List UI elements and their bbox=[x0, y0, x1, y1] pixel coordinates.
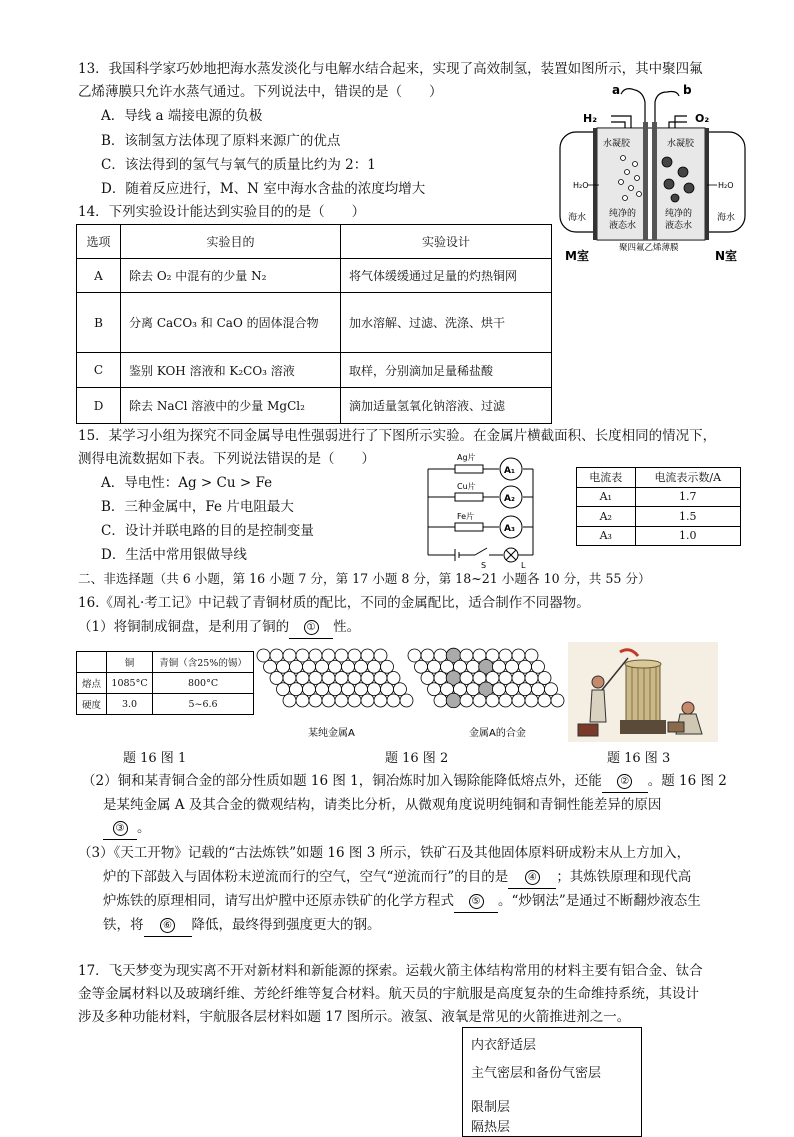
q16-part2-line3-suffix: 。 bbox=[137, 820, 151, 836]
q16-part2-text: （2）铜和某青铜合金的部分性质如题 16 图 1，铜冶炼时加入锡除能降低熔点外，还能 bbox=[82, 773, 602, 789]
atom-circle bbox=[512, 671, 525, 684]
atom-circle bbox=[486, 694, 499, 707]
atom-circle bbox=[493, 683, 506, 696]
atom-circle bbox=[309, 671, 322, 684]
atom-circle bbox=[525, 694, 538, 707]
atom-circle bbox=[525, 649, 538, 662]
q16-part2-line3 bbox=[103, 817, 151, 840]
table-row bbox=[77, 694, 254, 715]
q16-fig1-table bbox=[76, 651, 254, 715]
atom-circle bbox=[303, 660, 316, 673]
q15-current-table bbox=[576, 467, 741, 546]
q16-pure-metal-lattice bbox=[256, 648, 406, 740]
atom-circle bbox=[545, 683, 558, 696]
q14-stem: 14．下列实验设计能达到实验目的的是（ ） bbox=[78, 204, 366, 220]
atom-circle bbox=[421, 671, 434, 684]
q13-label-a: a bbox=[612, 83, 621, 97]
q13-label-pure-right-2: 液态水 bbox=[665, 221, 693, 231]
atom-circle bbox=[348, 694, 361, 707]
q13-label-pure-left-1: 纯净的 bbox=[609, 209, 637, 219]
q14-row-b-design: 加水溶解、过滤、洗涤、烘干 bbox=[341, 293, 552, 353]
atom-circle bbox=[290, 660, 303, 673]
blank-number-5: ⑤ bbox=[469, 894, 484, 909]
answer-blank-1[interactable] bbox=[289, 616, 333, 639]
q16-part3-line4-text: 铁，将 bbox=[103, 917, 144, 933]
q16-part3-line2 bbox=[103, 866, 691, 889]
atom-circle bbox=[525, 671, 538, 684]
atom-circle bbox=[316, 660, 329, 673]
q13-stem-line1: 13．我国科学家巧妙地把海水蒸发淡化与电解水结合起来，实现了高效制氢，装置如图所示，其中聚四氟 bbox=[78, 61, 703, 77]
table-row bbox=[77, 353, 552, 388]
q16-fig2-right-label: 金属A的合金 bbox=[469, 728, 526, 739]
q13-label-membrane: 聚四氟乙烯薄膜 bbox=[619, 243, 679, 253]
q16-fig1-hardness-label: 硬度 bbox=[77, 694, 107, 715]
atom-circle bbox=[381, 683, 394, 696]
q17-layer-4: 隔热层 bbox=[471, 1120, 511, 1135]
q16-ancient-furnace-illustration bbox=[568, 642, 718, 742]
atom-circle bbox=[277, 660, 290, 673]
q15-option-d: D．生活中常用银做导线 bbox=[101, 547, 247, 563]
blank-number-2: ② bbox=[617, 774, 632, 789]
atom-circle bbox=[335, 694, 348, 707]
q17-spacesuit-layers-figure bbox=[462, 1027, 642, 1137]
q13-option-d: D．随着反应进行，M、N 室中海水含盐的浓度均增大 bbox=[101, 181, 426, 197]
q13-stem-line2: 乙烯薄膜只允许水蒸气通过。下列说法中，错误的是（ ） bbox=[78, 84, 443, 100]
q15-label-l: L bbox=[521, 561, 526, 570]
atom-circle bbox=[322, 694, 335, 707]
atom-circle bbox=[355, 683, 368, 696]
atom-circle bbox=[551, 694, 564, 707]
atom-circle bbox=[361, 694, 374, 707]
q14-row-d-goal: 除去 NaCl 溶液中的少量 MgCl₂ bbox=[121, 388, 341, 424]
atom-circle bbox=[387, 671, 400, 684]
atom-circle bbox=[296, 671, 309, 684]
q13-electrolysis-figure bbox=[555, 82, 750, 267]
answer-blank-2[interactable] bbox=[602, 770, 648, 793]
q16-part3-line4 bbox=[103, 914, 381, 937]
atom-circle bbox=[283, 649, 296, 662]
q13-label-gel-left: 水凝胶 bbox=[603, 139, 631, 149]
atom-circle bbox=[512, 649, 525, 662]
q16-part3-line3-suffix: 。“炒钢法”是通过不断翻炒液态生 bbox=[498, 893, 701, 909]
q16-fig1-header-bronze: 青铜（含25%的锡） bbox=[153, 652, 254, 673]
q14-row-b-option: B bbox=[77, 293, 121, 353]
atom-circle bbox=[460, 649, 473, 662]
q14-table bbox=[76, 224, 552, 424]
atom-circle bbox=[434, 671, 447, 684]
atom-circle bbox=[348, 649, 361, 662]
q14-row-a-goal: 除去 O₂ 中混有的少量 N₂ bbox=[121, 259, 341, 293]
q13-label-pure-right-1: 纯净的 bbox=[665, 209, 693, 219]
atom-circle bbox=[408, 649, 421, 662]
q13-option-a: A．导线 a 端接电源的负极 bbox=[101, 108, 263, 124]
q16-fig1-melting-bronze: 800°C bbox=[153, 673, 254, 694]
q16-fig1-header-blank bbox=[77, 652, 107, 673]
atom-circle bbox=[355, 660, 368, 673]
q17-line2: 金等金属材料以及玻璃纤维、芳纶纤维等复合材料。航天员的宇航服是高度复杂的生命维持系统，其设计 bbox=[78, 986, 699, 1002]
atom-circle bbox=[538, 694, 551, 707]
atom-circle bbox=[467, 683, 480, 696]
blank-number-4: ④ bbox=[525, 870, 540, 885]
atom-circle bbox=[460, 694, 473, 707]
atom-circle bbox=[467, 660, 480, 673]
q13-label-b: b bbox=[683, 83, 692, 97]
q15-label-fe: Fe片 bbox=[457, 512, 475, 521]
q16-fig1-hardness-copper: 3.0 bbox=[107, 694, 153, 715]
atom-circle bbox=[270, 649, 283, 662]
q13-label-o2: O₂ bbox=[695, 112, 710, 125]
q16-stem: 16.《周礼·考工记》中记载了青铜材质的配比，不同的金属配比，适合制作不同器物。 bbox=[78, 595, 590, 611]
atom-circle bbox=[329, 683, 342, 696]
table-row bbox=[77, 388, 552, 424]
q16-part3-line3 bbox=[103, 890, 701, 913]
atom-circle bbox=[387, 694, 400, 707]
atom-circle bbox=[519, 660, 532, 673]
atom-circle bbox=[264, 660, 277, 673]
atom-circle bbox=[342, 660, 355, 673]
atom-circle bbox=[296, 649, 309, 662]
atom-circle bbox=[538, 671, 551, 684]
table-header-row bbox=[77, 652, 254, 673]
q16-part2-suffix: 。题 16 图 2 bbox=[647, 773, 727, 789]
atom-circle bbox=[374, 694, 387, 707]
q13-label-sea-left: 海水 bbox=[568, 213, 587, 223]
table-row bbox=[577, 526, 741, 546]
q15-label-s: S bbox=[481, 561, 487, 570]
atom-circle bbox=[257, 649, 270, 662]
q13-label-sea-right: 海水 bbox=[717, 213, 736, 223]
atom-circle bbox=[499, 694, 512, 707]
answer-blank-3[interactable] bbox=[103, 817, 137, 840]
atom-circle bbox=[428, 683, 441, 696]
q17-line1: 17．飞天梦变为现实离不开对新材料和新能源的探索。运载火箭主体结构常用的材料主要有铝合金、钛合 bbox=[78, 963, 703, 979]
q16-fig1-hardness-bronze: 5~6.6 bbox=[153, 694, 254, 715]
q15-header-ammeter: 电流表 bbox=[577, 468, 636, 488]
atom-circle bbox=[374, 649, 387, 662]
atom-circle bbox=[277, 683, 290, 696]
atom-circle bbox=[421, 649, 434, 662]
table-row bbox=[77, 259, 552, 293]
q16-fig1-melting-label: 熔点 bbox=[77, 673, 107, 694]
atom-circle bbox=[361, 649, 374, 662]
atom-circle bbox=[283, 694, 296, 707]
atom-circle bbox=[303, 683, 316, 696]
atom-circle bbox=[322, 671, 335, 684]
q15-label-ag: Ag片 bbox=[457, 453, 476, 462]
q13-label-pure-left-2: 液态水 bbox=[609, 221, 637, 231]
q16-part3-line4-suffix: 降低，最终得到强度更大的钢。 bbox=[191, 917, 381, 933]
atom-circle bbox=[270, 671, 283, 684]
q16-part2-line2: 是某纯金属 A 及其合金的微观结构，请类比分析，从微观角度说明纯铜和青铜性能差异的原因 bbox=[103, 797, 662, 813]
atom-circle bbox=[368, 683, 381, 696]
q15-label-a2: A₂ bbox=[504, 494, 515, 504]
atom-circle bbox=[532, 683, 545, 696]
q13-label-h2o-left: H₂O bbox=[573, 181, 589, 190]
q16-part3-line1: （3）《天工开物》记载的“古法炼铁”如题 16 图 3 所示，铁矿石及其他固体原料研成粉末从上方加入， bbox=[78, 845, 691, 861]
q14-header-goal: 实验目的 bbox=[121, 225, 341, 259]
atom-circle bbox=[499, 649, 512, 662]
atom-circle bbox=[428, 660, 441, 673]
atom-circle bbox=[290, 683, 303, 696]
q16-part1-text: （1）将铜制成铜盘，是利用了铜的 bbox=[78, 619, 290, 635]
q15-stem-line1: 15．某学习小组为探究不同金属导电性强弱进行了下图所示实验。在金属片横截面积、长度相同的情况下， bbox=[78, 428, 717, 444]
atom-circle bbox=[473, 694, 486, 707]
atom-circle bbox=[394, 683, 407, 696]
answer-blank-6[interactable] bbox=[144, 914, 192, 937]
table-header-row bbox=[77, 225, 552, 259]
atom-circle bbox=[446, 693, 461, 708]
q13-label-n-room: N室 bbox=[715, 249, 738, 263]
blank-number-6: ⑥ bbox=[160, 918, 175, 933]
q15-cell-a1-value: 1.7 bbox=[635, 487, 740, 507]
table-header-row bbox=[577, 468, 741, 488]
q15-label-a1: A₁ bbox=[504, 466, 515, 476]
atom-circle bbox=[506, 660, 519, 673]
q14-header-design: 实验设计 bbox=[341, 225, 552, 259]
atom-circle bbox=[493, 660, 506, 673]
q14-row-a-option: A bbox=[77, 259, 121, 293]
table-row bbox=[577, 507, 741, 527]
q15-stem-line2: 测得电流数据如下表。下列说法错误的是（ ） bbox=[78, 451, 375, 467]
q16-fig1-caption: 题 16 图 1 bbox=[123, 751, 187, 766]
q15-cell-a2-value: 1.5 bbox=[635, 507, 740, 527]
atom-circle bbox=[532, 660, 545, 673]
atom-circle bbox=[283, 671, 296, 684]
q13-option-b: B．该制氢方法体现了原料来源广的优点 bbox=[101, 133, 341, 149]
table-row bbox=[77, 673, 254, 694]
q16-part3-line3-text: 炉炼铁的原理相同，请写出炉膛中还原赤铁矿的化学方程式 bbox=[103, 893, 454, 909]
q13-label-h2o-right: H₂O bbox=[718, 181, 734, 190]
q17-line3: 涉及多种功能材料，宇航服各层材料如题 17 图所示。液氢、液氧是常见的火箭推进剂之一。 bbox=[78, 1009, 631, 1025]
q16-part2-line1 bbox=[82, 770, 727, 793]
q16-alloy-lattice bbox=[407, 648, 562, 740]
q16-fig2-left-label: 某纯金属A bbox=[308, 728, 355, 739]
q16-fig1-header-copper: 铜 bbox=[107, 652, 153, 673]
q16-part1-suffix: 性。 bbox=[333, 619, 361, 635]
q14-row-d-option: D bbox=[77, 388, 121, 424]
answer-blank-5[interactable] bbox=[454, 890, 498, 913]
q17-layer-2: 主气密层和备份气密层 bbox=[471, 1066, 602, 1081]
q15-header-reading: 电流表示数/A bbox=[635, 468, 740, 488]
atom-circle bbox=[368, 660, 381, 673]
q15-cell-a3-value: 1.0 bbox=[635, 526, 740, 546]
q13-label-gel-right: 水凝胶 bbox=[667, 139, 695, 149]
atom-circle bbox=[329, 660, 342, 673]
q15-cell-a3: A₃ bbox=[577, 526, 636, 546]
atom-circle bbox=[309, 694, 322, 707]
table-row bbox=[577, 487, 741, 507]
atom-circle bbox=[335, 671, 348, 684]
atom-circle bbox=[460, 671, 473, 684]
q16-part1 bbox=[78, 616, 360, 639]
atom-circle bbox=[309, 649, 322, 662]
q15-option-c: C．设计并联电路的目的是控制变量 bbox=[101, 523, 314, 539]
atom-circle bbox=[506, 683, 519, 696]
q16-fig1-melting-copper: 1085°C bbox=[107, 673, 153, 694]
atom-circle bbox=[316, 683, 329, 696]
q15-label-a3: A₃ bbox=[504, 524, 515, 534]
section-heading: 二、非选择题（共 6 小题，第 16 小题 7 分，第 17 小题 8 分，第 18~21 小题各 10 分，共 55 分） bbox=[78, 571, 651, 586]
q15-option-a: A．导电性：Ag > Cu > Fe bbox=[101, 475, 273, 491]
atom-circle bbox=[434, 694, 447, 707]
atom-circle bbox=[434, 649, 447, 662]
q16-part3-text: 炉的下部鼓入与固体粉末逆流而行的空气，空气“逆流而行”的目的是 bbox=[103, 869, 509, 885]
q13-label-h2: H₂ bbox=[583, 112, 598, 125]
q15-cell-a1: A₁ bbox=[577, 487, 636, 507]
q15-circuit-diagram bbox=[423, 447, 545, 569]
q14-row-c-goal: 鉴别 KOH 溶液和 K₂CO₃ 溶液 bbox=[121, 353, 341, 388]
q16-fig3-caption: 题 16 图 3 bbox=[607, 751, 671, 766]
q14-row-b-goal: 分离 CaCO₃ 和 CaO 的固体混合物 bbox=[121, 293, 341, 353]
atom-circle bbox=[348, 671, 361, 684]
atom-circle bbox=[322, 649, 335, 662]
q14-row-d-design: 滴加适量氢氧化钠溶液、过滤 bbox=[341, 388, 552, 424]
blank-number-1: ① bbox=[304, 620, 319, 635]
atom-circle bbox=[381, 660, 394, 673]
atom-circle bbox=[512, 694, 525, 707]
q13-label-m-room: M室 bbox=[565, 249, 589, 263]
q14-row-c-option: C bbox=[77, 353, 121, 388]
atom-circle bbox=[374, 671, 387, 684]
q16-fig2-caption: 题 16 图 2 bbox=[385, 751, 449, 766]
atom-circle bbox=[335, 649, 348, 662]
q14-row-a-design: 将气体缓缓通过足量的灼热铜网 bbox=[341, 259, 552, 293]
answer-blank-4[interactable] bbox=[508, 866, 556, 889]
q15-label-cu: Cu片 bbox=[457, 482, 476, 491]
q13-option-c: C．该法得到的氢气与氧气的质量比约为 2：1 bbox=[101, 157, 376, 173]
q17-layer-1: 内衣舒适层 bbox=[471, 1038, 537, 1053]
q14-row-c-design: 取样，分别滴加足量稀盐酸 bbox=[341, 353, 552, 388]
atom-circle bbox=[519, 683, 532, 696]
atom-circle bbox=[499, 671, 512, 684]
table-row bbox=[77, 293, 552, 353]
atom-circle bbox=[342, 683, 355, 696]
q15-option-b: B．三种金属中，Fe 片电阻最大 bbox=[101, 499, 294, 515]
q17-layer-3: 限制层 bbox=[471, 1100, 511, 1115]
q15-cell-a2: A₂ bbox=[577, 507, 636, 527]
q16-part3-line2-suffix: ；其炼铁原理和现代高 bbox=[556, 869, 692, 885]
q14-header-option: 选项 bbox=[77, 225, 121, 259]
atom-circle bbox=[361, 671, 374, 684]
atom-circle bbox=[415, 660, 428, 673]
blank-number-3: ③ bbox=[113, 821, 128, 836]
atom-circle bbox=[296, 694, 309, 707]
